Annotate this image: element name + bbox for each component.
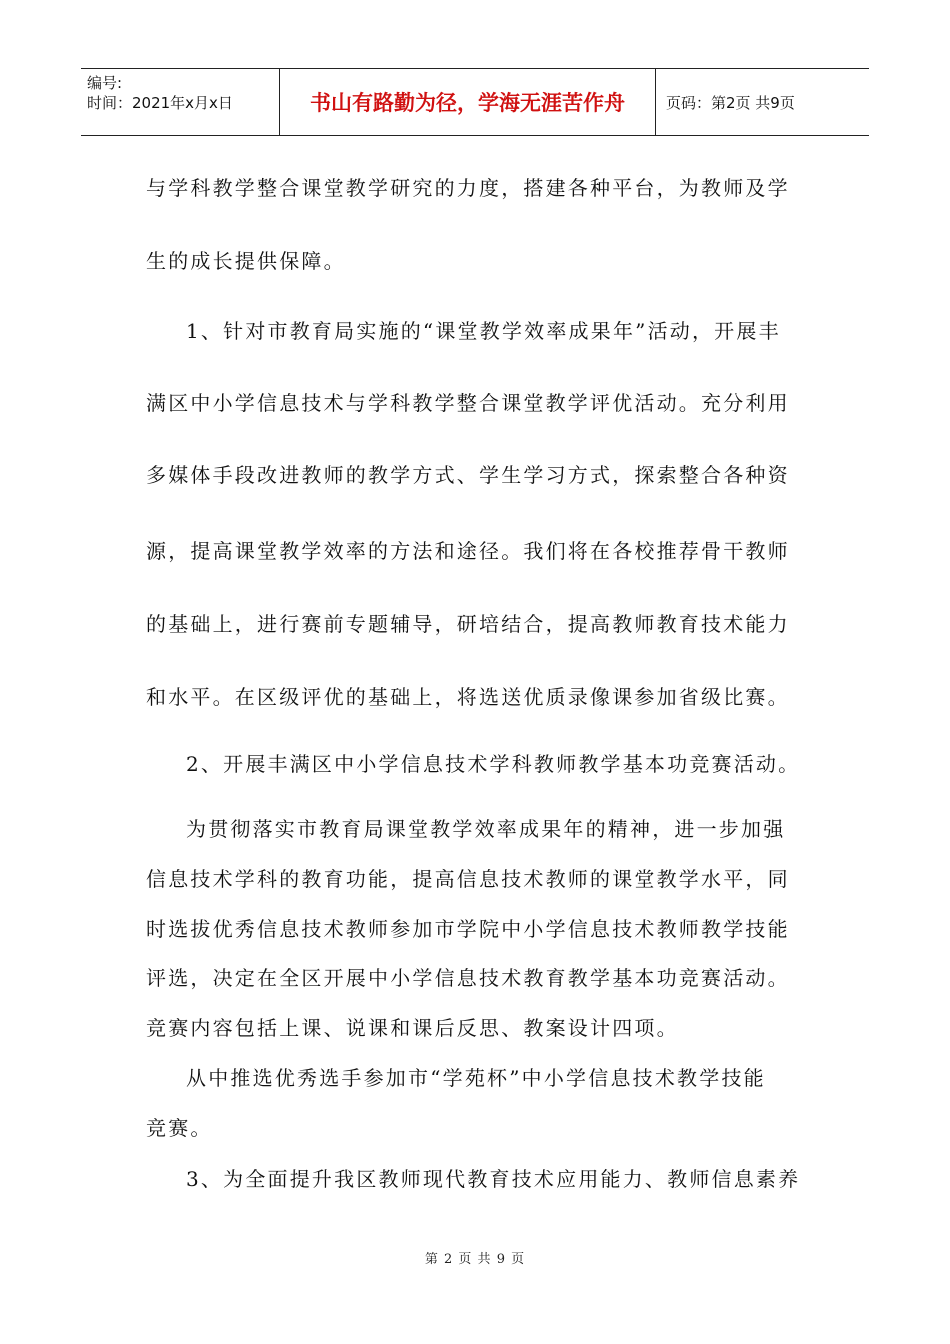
body-line: 和水平。在区级评优的基础上，将选送优质录像课参加省级比赛。: [146, 685, 790, 709]
body-line: 竞赛内容包括上课、说课和课后反思、教案设计四项。: [146, 1016, 679, 1040]
body-line: 源，提高课堂教学效率的方法和途径。我们将在各校推荐骨干教师: [146, 539, 790, 563]
body-line: 2、开展丰满区中小学信息技术学科教师教学基本功竞赛活动。: [186, 752, 801, 776]
body-line: 竞赛。: [146, 1116, 213, 1140]
number-label: 编号:: [87, 74, 123, 92]
body-line: 评选，决定在全区开展中小学信息技术教育教学基本功竞赛活动。: [146, 966, 790, 990]
body-line: 信息技术学科的教育功能，提高信息技术教师的课堂教学水平，同: [146, 867, 790, 891]
body-line: 1、针对市教育局实施的“课堂教学效率成果年”活动，开展丰: [186, 319, 781, 343]
body-line: 满区中小学信息技术与学科教学整合课堂教学评优活动。充分利用: [146, 391, 790, 415]
body-line: 多媒体手段改进教师的教学方式、学生学习方式，探索整合各种资: [146, 463, 790, 487]
document-header: [81, 68, 869, 136]
header-motto: 书山有路勤为径，学海无涯苦作舟: [280, 69, 656, 135]
body-line: 的基础上，进行赛前专题辅导，研培结合，提高教师教育技术能力: [146, 612, 790, 636]
body-line: 为贯彻落实市教育局课堂教学效率成果年的精神，进一步加强: [186, 817, 786, 841]
body-line: 与学科教学整合课堂教学研究的力度，搭建各种平台，为教师及学: [146, 176, 790, 200]
header-meta: [81, 69, 280, 135]
body-line: 3、为全面提升我区教师现代教育技术应用能力、教师信息素养: [186, 1167, 801, 1191]
date-label: 时间：2021年x月x日: [87, 94, 233, 112]
page-footer: 第 2 页 共 9 页: [424, 1252, 526, 1267]
header-page-info: 页码：第2页 共9页: [666, 93, 795, 112]
body-line: 时选拔优秀信息技术教师参加市学院中小学信息技术教师教学技能: [146, 917, 790, 941]
body-line: 从中推选优秀选手参加市“学苑杯”中小学信息技术教学技能: [186, 1066, 766, 1090]
body-line: 生的成长提供保障。: [146, 249, 346, 273]
